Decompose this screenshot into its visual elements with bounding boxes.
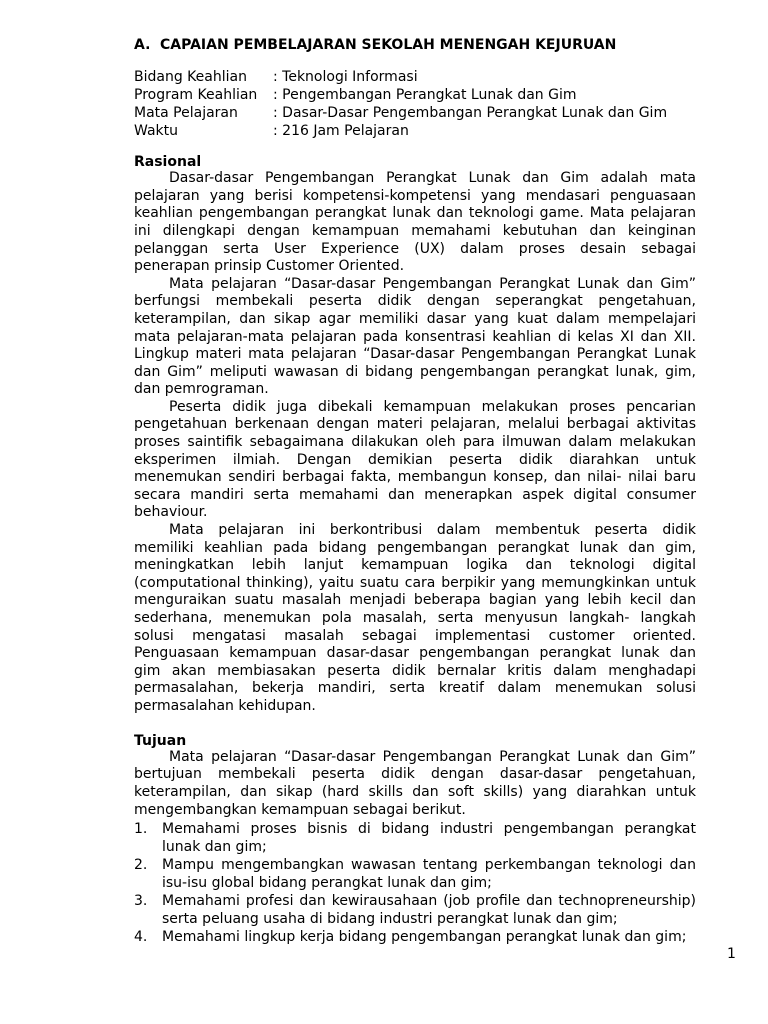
list-item-text: Memahami lingkup kerja bidang pengembangan perangkat lunak dan gim; — [162, 928, 687, 945]
info-label: Mata Pelajaran — [134, 104, 238, 121]
text-line: Penguasaan kemampuan dasar-dasar pengembangan perangkat lunak dan — [134, 645, 696, 662]
info-row-waktu — [134, 122, 696, 140]
text-line: Mata pelajaran “Dasar-dasar Pengembangan Perangkat Lunak dan Gim” — [169, 748, 696, 765]
text-line: pelajaran yang berisi kompetensi-kompetensi yang mendasari penguasaan — [134, 187, 696, 204]
text-line: behaviour. — [134, 504, 208, 521]
tujuan-paragraph — [134, 749, 696, 819]
page-number: 1 — [727, 946, 736, 962]
text-line: bertujuan membekali peserta didik dengan dasar-dasar pengetahuan, — [134, 766, 696, 783]
info-label: Waktu — [134, 122, 178, 139]
text-line: permasalahan, bekerja mandiri, serta kreatif dalam menemukan solusi — [134, 680, 696, 697]
text-line: pelanggan serta User Experience (UX) dalam proses desain sebagai — [134, 240, 696, 257]
list-item-text: serta peluang usaha di bidang industri perangkat lunak dan gim; — [162, 910, 618, 927]
text-line: mengembangkan kemampuan sebagai berikut. — [134, 801, 466, 818]
info-row-program-keahlian — [134, 86, 696, 104]
rasional-paragraph-1 — [134, 170, 696, 276]
text-line: (computational thinking), yaitu suatu cara berpikir yang memungkinkan untuk — [134, 574, 696, 591]
list-item — [134, 892, 696, 928]
page-content — [134, 0, 696, 946]
info-row-bidang-keahlian — [134, 68, 696, 86]
section-heading — [134, 37, 696, 55]
list-number: 3. — [134, 892, 148, 909]
list-item-text: isu-isu global bidang perangkat lunak dan gim; — [162, 874, 492, 891]
list-item-text: Mampu mengembangkan wawasan tentang perkembangan teknologi dan — [162, 856, 696, 873]
text-line: pengetahuan berkenaan dengan materi pelajaran, melalui berbagai aktivitas — [134, 416, 696, 433]
list-item — [134, 856, 696, 892]
text-line: penerapan prinsip Customer Oriented. — [134, 258, 405, 275]
text-line: meningkatkan lebih lanjut kemampuan logika dan teknologi digital — [134, 557, 696, 574]
text-line: mata pelajaran-mata pelajaran pada konsentrasi keahlian di kelas XI dan XII. — [134, 328, 696, 345]
text-line: Peserta didik juga dibekali kemampuan melakukan proses pencarian — [169, 398, 696, 415]
text-line: keahlian pengembangan perangkat lunak dan teknologi game. Mata pelajaran — [134, 205, 696, 222]
text-line: keterampilan, dan sikap agar memiliki dasar yang kuat dalam mempelajari — [134, 310, 696, 327]
text-line: keterampilan, dan sikap (hard skills dan soft skills) yang diarahkan untuk — [134, 783, 696, 800]
list-number: 2. — [134, 856, 148, 873]
text-line: Mata pelajaran ini berkontribusi dalam membentuk peserta didik — [169, 522, 696, 539]
objective-list — [134, 820, 696, 946]
info-value: : Teknologi Informasi — [273, 68, 418, 85]
text-line: Mata pelajaran “Dasar-dasar Pengembangan Perangkat Lunak dan Gim” — [169, 275, 696, 292]
text-line: Lingkup materi mata pelajaran “Dasar-dasar Pengembangan Perangkat Lunak — [134, 346, 696, 363]
info-row-mata-pelajaran — [134, 104, 696, 122]
list-item — [134, 820, 696, 856]
text-line: ini dilengkapi dengan kemampuan memahami kebutuhan dan keinginan — [134, 222, 696, 239]
text-line: gim akan membiasakan peserta didik bernalar kritis dalam menghadapi — [134, 662, 696, 679]
rasional-paragraph-2 — [134, 276, 696, 399]
text-line: dan Gim” meliputi wawasan di bidang pengembangan perangkat lunak, gim, — [134, 363, 696, 380]
text-line: secara mandiri serta memahami dan menerapkan aspek digital consumer — [134, 486, 696, 503]
list-number: 1. — [134, 820, 148, 837]
text-line: berfungsi membekali peserta didik dengan seperangkat pengetahuan, — [134, 293, 696, 310]
text-line: memiliki keahlian pada bidang pengembangan perangkat lunak dan gim, — [134, 539, 696, 556]
list-item — [134, 928, 696, 946]
text-line: permasalahan kehidupan. — [134, 697, 316, 714]
info-value: : Dasar-Dasar Pengembangan Perangkat Lunak dan Gim — [273, 104, 668, 121]
text-line: Dasar-dasar Pengembangan Perangkat Lunak dan Gim adalah mata — [169, 170, 696, 187]
info-label: Bidang Keahlian — [134, 68, 247, 85]
section-letter: A. — [134, 37, 151, 53]
rasional-paragraph-4 — [134, 522, 696, 716]
rasional-heading: Rasional — [134, 154, 202, 171]
section-title: CAPAIAN PEMBELAJARAN SEKOLAH MENENGAH KEJURUAN — [160, 37, 617, 53]
info-table — [134, 68, 696, 140]
text-line: sederhana, menemukan pola masalah, serta menyusun langkah- langkah — [134, 610, 696, 627]
text-line: proses saintifik sebagaimana dilakukan oleh para ilmuwan dalam melakukan — [134, 434, 696, 451]
text-line: dan pemrograman. — [134, 381, 269, 398]
list-item-text: Memahami proses bisnis di bidang industri pengembangan perangkat — [162, 820, 696, 837]
info-value: : 216 Jam Pelajaran — [273, 122, 409, 139]
text-line: solusi mengatasi masalah sebagai implementasi customer oriented. — [134, 627, 696, 644]
list-item-text: Memahami profesi dan kewirausahaan (job profile dan technopreneurship) — [162, 892, 696, 909]
info-label: Program Keahlian — [134, 86, 258, 103]
text-line: menguraikan suatu masalah menjadi beberapa bagian yang lebih kecil dan — [134, 592, 696, 609]
list-number: 4. — [134, 928, 148, 945]
info-value: : Pengembangan Perangkat Lunak dan Gim — [273, 86, 577, 103]
list-item-text: lunak dan gim; — [162, 838, 267, 855]
text-line: eksperimen ilmiah. Dengan demikian peserta didik diarahkan untuk — [134, 451, 696, 468]
rasional-paragraph-3 — [134, 399, 696, 522]
text-line: menemukan sendiri berbagai fakta, membangun konsep, dan nilai- nilai baru — [134, 469, 696, 486]
tujuan-heading: Tujuan — [134, 732, 187, 749]
